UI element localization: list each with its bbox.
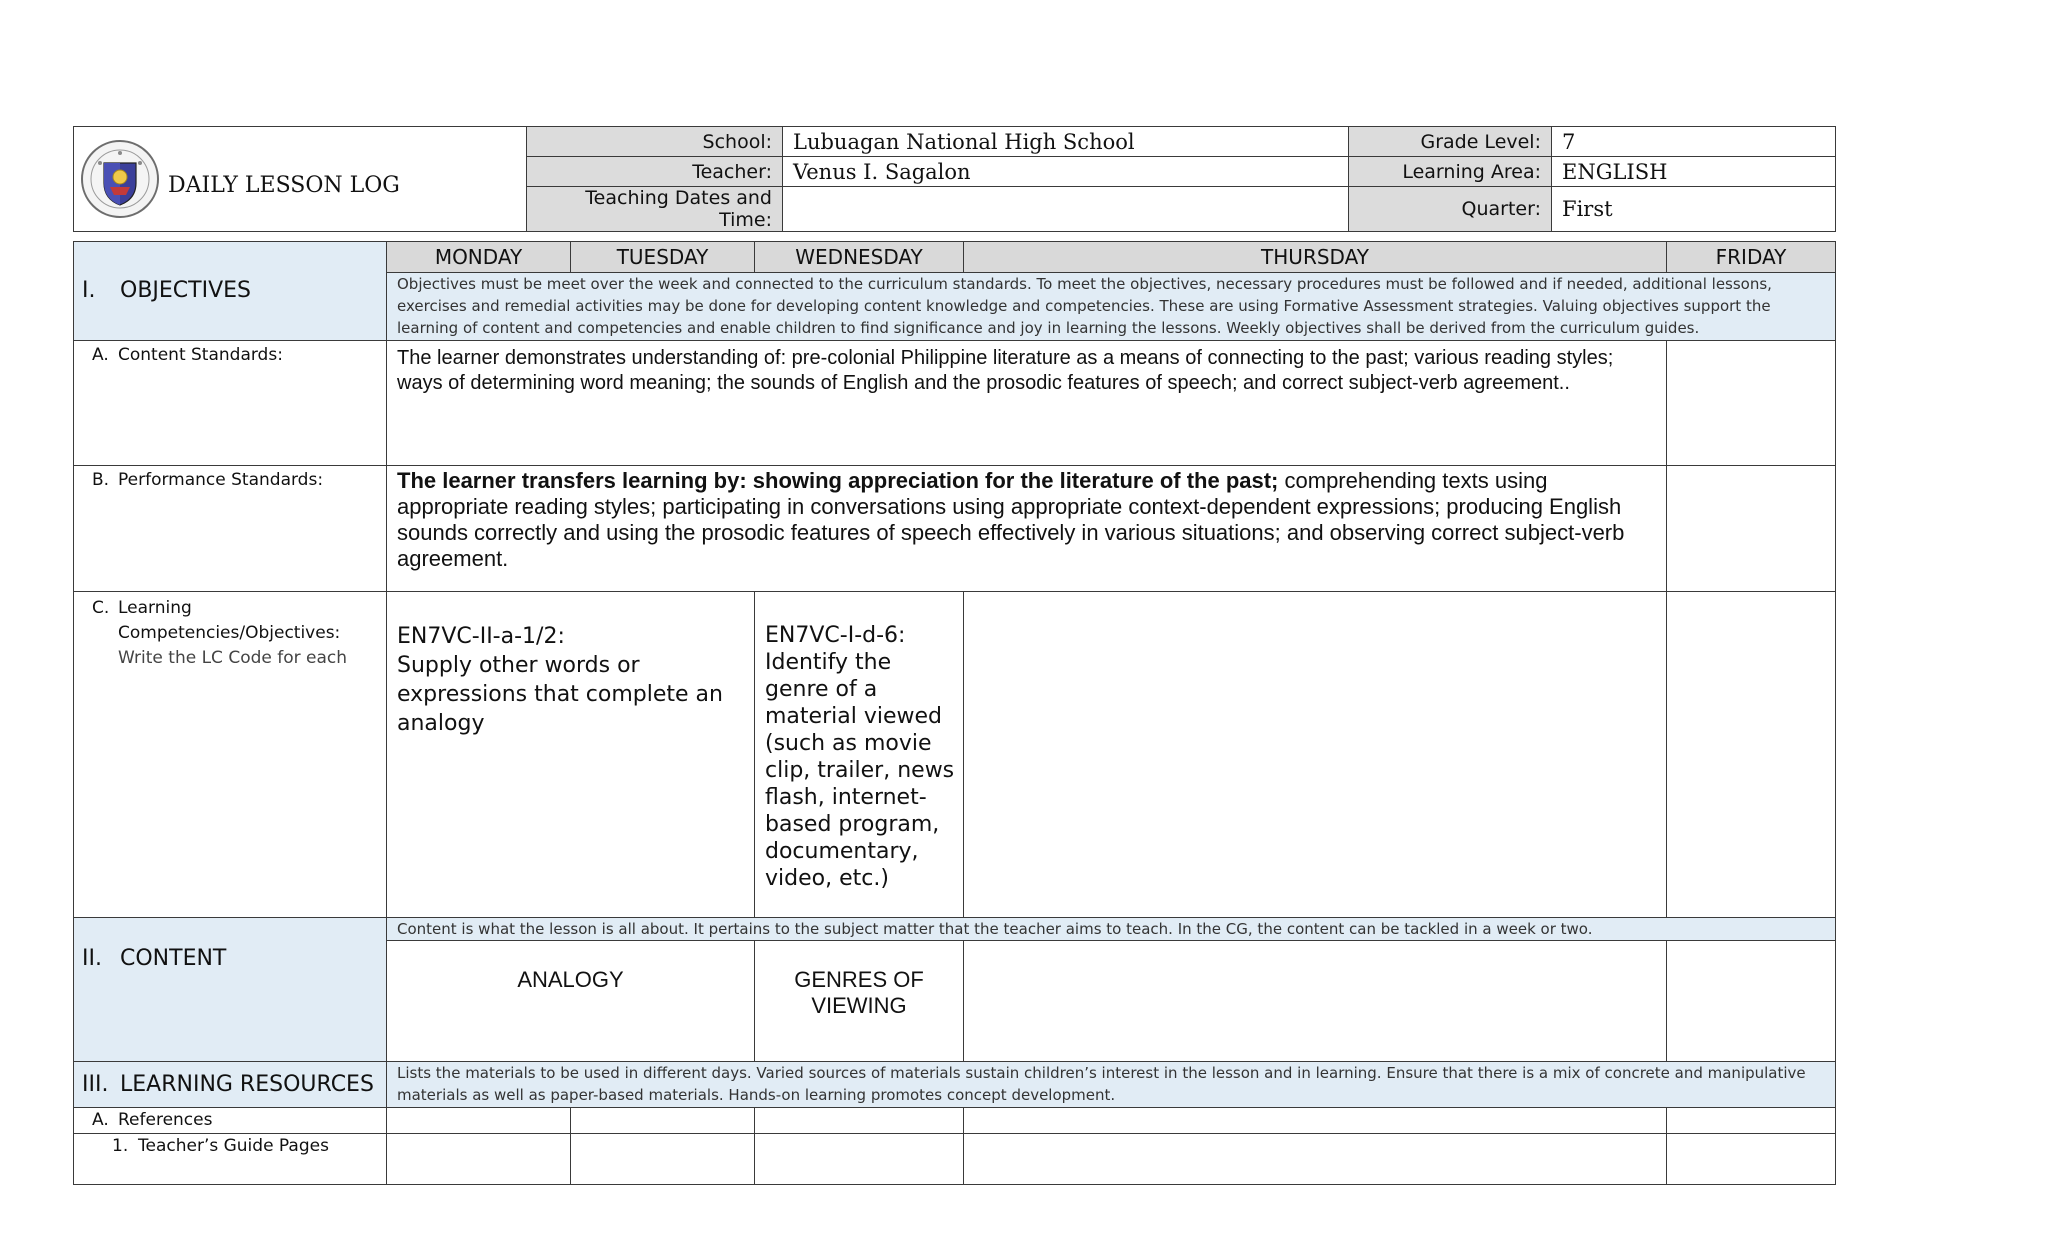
resources-note: Lists the materials to be used in different days. Varied sources of materials sustain children’s interest in the lesson and in learning. Ensure that there is a mix of concrete and manipulative materials as well as paper-based materials. Hands-on learning promotes concept development. [387, 1062, 1836, 1108]
teaching-dates-value [783, 187, 1349, 232]
performance-standards-label: Performance Standards: [118, 470, 324, 490]
objectives-title: OBJECTIVES [120, 278, 252, 303]
content-note: Content is what the lesson is all about. It pertains to the subject matter that the teacher aims to teach. In the CG, the content can be tackled in a week or two. [387, 918, 1836, 941]
content-monday-cell: ANALOGY [387, 941, 755, 1062]
lesson-log-table [73, 241, 1836, 1185]
content-wednesday-cell: GENRES OF VIEWING [755, 941, 964, 1062]
lc-monday-text: Supply other words or expressions that complete an analogy [397, 653, 723, 736]
grade-label: Grade Level: [1349, 127, 1552, 157]
references-monday-cell [387, 1108, 571, 1134]
content-section-header [74, 918, 387, 1062]
content-standards-friday-cell [1667, 341, 1836, 466]
objectives-section-header [74, 242, 387, 341]
teaching-dates-label: Teaching Dates and Time: [527, 187, 783, 232]
performance-standards-label-cell [74, 466, 387, 592]
lc-monday-cell [387, 592, 755, 918]
objectives-number: I. [82, 278, 96, 303]
lc-friday-cell [1667, 592, 1836, 918]
day-header-wednesday: WEDNESDAY [755, 242, 964, 273]
lc-wednesday-text: Identify the genre of a material viewed (such as movie clip, trailer, news flash, internet-based program, documentary, video, etc.) [765, 650, 955, 891]
resources-number: III. [82, 1072, 109, 1097]
learning-competencies-label-cell [74, 592, 387, 918]
grade-value: 7 [1552, 127, 1836, 157]
tg-tuesday-cell [571, 1134, 755, 1185]
header-logo-cell [74, 127, 527, 232]
references-friday-cell [1667, 1108, 1836, 1134]
performance-standards-rest: comprehending texts using appropriate reading styles; participating in conversations using appropriate context-dependent expressions; producing English sounds correctly and using the prosodic features of speech effectively in various situations; and observing correct subject-verb agreement. [397, 468, 1625, 571]
tg-thursday-cell [964, 1134, 1667, 1185]
objectives-note: Objectives must be meet over the week and connected to the curriculum standards. To meet the objectives, necessary procedures must be followed and if needed, additional lessons, exercises and remedial activities may be done for developing content knowledge and competencies. These are using Formative Assessment strategies. Valuing objectives support the learning of content and competencies and enable children to find significance and joy in learning the lessons. Weekly objectives shall be derived from the curriculum guides. [387, 273, 1836, 341]
lc-thursday-cell [964, 592, 1667, 918]
references-tuesday-cell [571, 1108, 755, 1134]
performance-standards-letter: B. [92, 470, 110, 490]
resources-title: LEARNING RESOURCES [120, 1072, 374, 1097]
tg-friday-cell [1667, 1134, 1836, 1185]
quarter-label: Quarter: [1349, 187, 1552, 232]
school-value: Lubuagan National High School [783, 127, 1349, 157]
lc-label-3: Write the LC Code for each [118, 648, 348, 668]
content-standards-label: Content Standards: [118, 345, 283, 365]
tg-wednesday-cell [755, 1134, 964, 1185]
lc-wednesday-code: EN7VC-I-d-6: [765, 623, 906, 648]
lc-letter: C. [92, 598, 110, 618]
content-thursday-cell [964, 941, 1667, 1062]
references-wednesday-cell [755, 1108, 964, 1134]
content-standards-letter: A. [92, 345, 109, 365]
teachers-guide-label-cell [74, 1134, 387, 1185]
lc-wednesday-cell [755, 592, 964, 918]
content-friday-cell [1667, 941, 1836, 1062]
teacher-label: Teacher: [527, 157, 783, 187]
quarter-value: First [1552, 187, 1836, 232]
school-label: School: [527, 127, 783, 157]
teachers-guide-label: Teacher’s Guide Pages [138, 1136, 329, 1156]
learning-area-value: ENGLISH [1552, 157, 1836, 187]
content-number: II. [82, 946, 102, 971]
lc-monday-code: EN7VC-II-a-1/2: [397, 624, 565, 649]
day-header-monday: MONDAY [387, 242, 571, 273]
references-label-cell [74, 1108, 387, 1134]
references-letter: A. [92, 1110, 109, 1130]
performance-standards-bold: The learner transfers learning by: showing appreciation for the literature of the past; [397, 468, 1279, 493]
lc-label-1: Learning [118, 598, 192, 618]
learning-area-label: Learning Area: [1349, 157, 1552, 187]
page-title: DAILY LESSON LOG [168, 172, 400, 198]
deped-seal-icon [80, 139, 160, 219]
day-header-thursday: THURSDAY [964, 242, 1667, 273]
day-header-friday: FRIDAY [1667, 242, 1836, 273]
performance-standards-friday-cell [1667, 466, 1836, 592]
references-thursday-cell [964, 1108, 1667, 1134]
tg-monday-cell [387, 1134, 571, 1185]
teachers-guide-number: 1. [112, 1136, 129, 1156]
content-standards-label-cell [74, 341, 387, 466]
content-standards-text: The learner demonstrates understanding of: pre-colonial Philippine literature as a means of connecting to the past; various reading styles; ways of determining word meaning; the sounds of English and the prosodic features of speech; and correct subject-verb agreement.. [387, 341, 1667, 466]
header-table [73, 126, 1836, 232]
references-label: References [118, 1110, 213, 1130]
performance-standards-text-cell [387, 466, 1667, 592]
day-header-tuesday: TUESDAY [571, 242, 755, 273]
lc-label-2: Competencies/Objectives: [118, 623, 341, 643]
teacher-value: Venus I. Sagalon [783, 157, 1349, 187]
resources-section-header [74, 1062, 387, 1108]
content-title: CONTENT [120, 946, 227, 971]
